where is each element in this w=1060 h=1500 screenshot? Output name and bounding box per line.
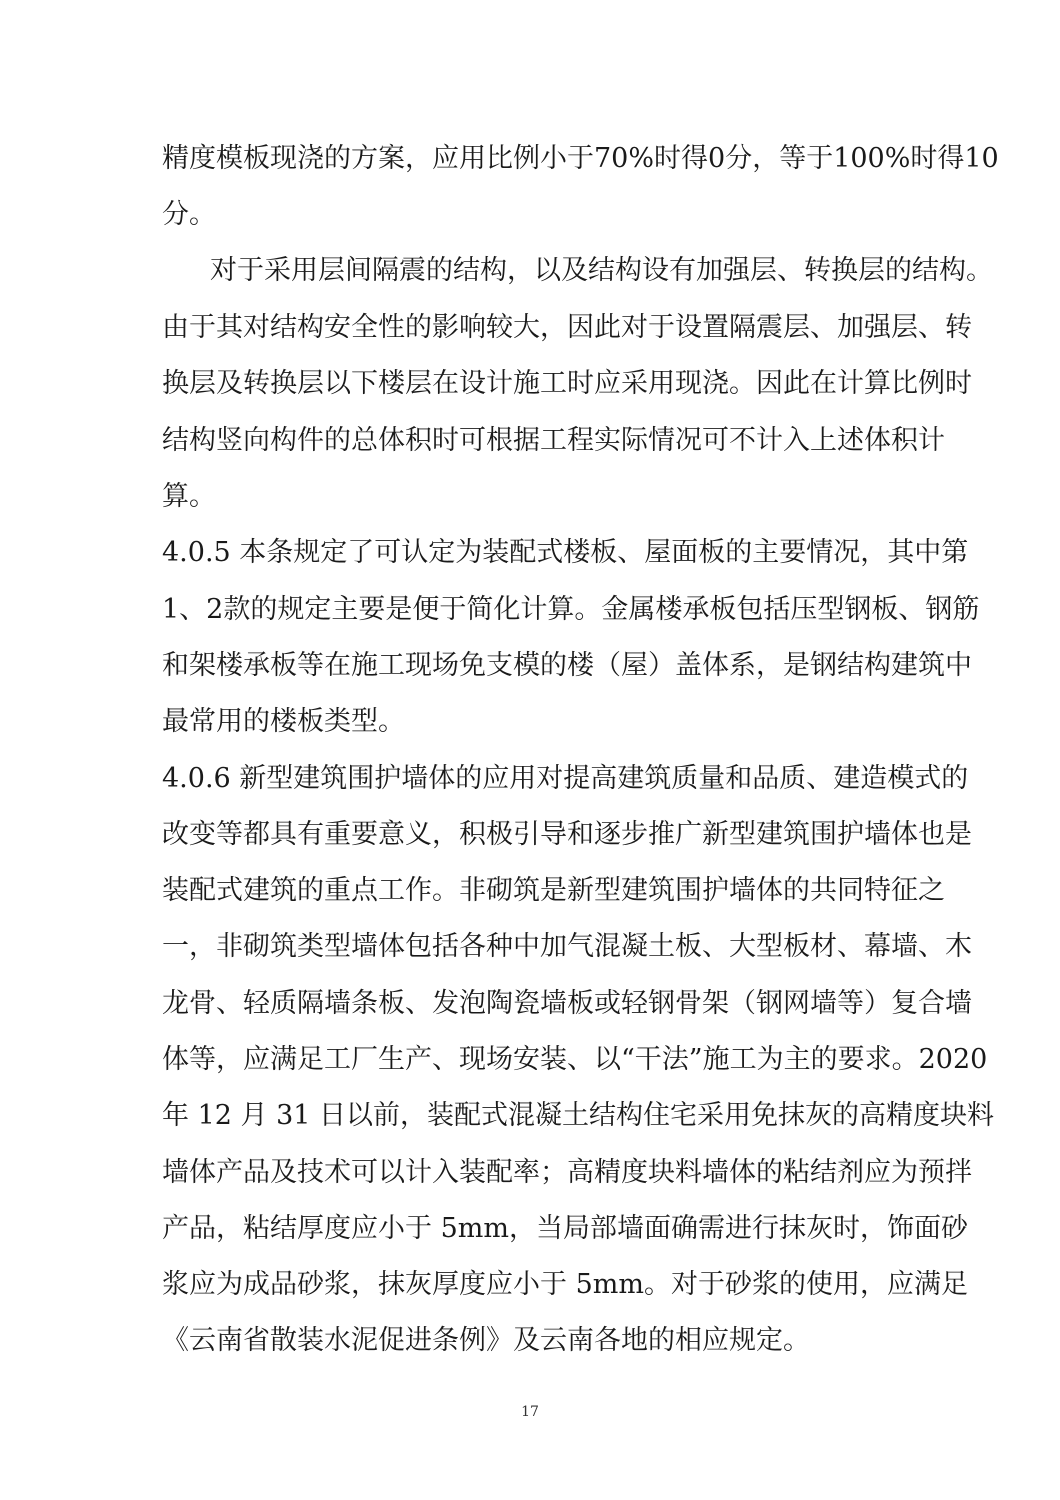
paragraph-line: 龙骨、轻质隔墙条板、发泡陶瓷墙板或轻钢骨架（钢网墙等）复合墙 [162,988,972,1019]
paragraph-line: 改变等都具有重要意义，积极引导和逐步推广新型建筑围护墙体也是 [162,819,972,850]
paragraph-line: 由于其对结构安全性的影响较大，因此对于设置隔震层、加强层、转 [162,312,972,343]
paragraph-line: 浆应为成品砂浆，抹灰厚度应小于 5mm。对于砂浆的使用，应满足 [162,1269,968,1300]
clause-4-0-5-line: 4.0.5 本条规定了可认定为装配式楼板、屋面板的主要情况，其中第 [162,537,969,568]
paragraph-line: 精度模板现浇的方案，应用比例小于70%时得0分，等于100%时得10 [162,143,999,174]
paragraph-line: 换层及转换层以下楼层在设计施工时应采用现浇。因此在计算比例时 [162,368,972,399]
paragraph-line: 装配式建筑的重点工作。非砌筑是新型建筑围护墙体的共同特征之 [162,875,945,906]
paragraph-line: 分。 [162,199,216,230]
paragraph-line: 墙体产品及技术可以计入装配率；高精度块料墙体的粘结剂应为预拌 [162,1157,972,1188]
paragraph-line: 算。 [162,481,216,512]
paragraph-line: 产品，粘结厚度应小于 5mm，当局部墙面确需进行抹灰时，饰面砂 [162,1213,968,1244]
paragraph-line: 一，非砌筑类型墙体包括各种中加气混凝土板、大型板材、幕墙、木 [162,931,972,962]
paragraph-line: 对于采用层间隔震的结构，以及结构设有加强层、转换层的结构。 [210,255,993,286]
paragraph-line: 年 12 月 31 日以前，装配式混凝土结构住宅采用免抹灰的高精度块料 [162,1100,995,1131]
page-number: 17 [521,1404,539,1420]
clause-4-0-6-line: 4.0.6 新型建筑围护墙体的应用对提高建筑质量和品质、建造模式的 [162,763,969,794]
paragraph-line: 1、2款的规定主要是便于简化计算。金属楼承板包括压型钢板、钢筋 [162,594,980,625]
paragraph-line: 结构竖向构件的总体积时可根据工程实际情况可不计入上述体积计 [162,425,945,456]
paragraph-line: 最常用的楼板类型。 [162,706,405,737]
paragraph-line: 体等，应满足工厂生产、现场安装、以“干法”施工为主的要求。2020 [162,1044,988,1075]
paragraph-line: 《云南省散装水泥促进条例》及云南各地的相应规定。 [162,1325,810,1356]
paragraph-line: 和架楼承板等在施工现场免支模的楼（屋）盖体系，是钢结构建筑中 [162,650,972,681]
